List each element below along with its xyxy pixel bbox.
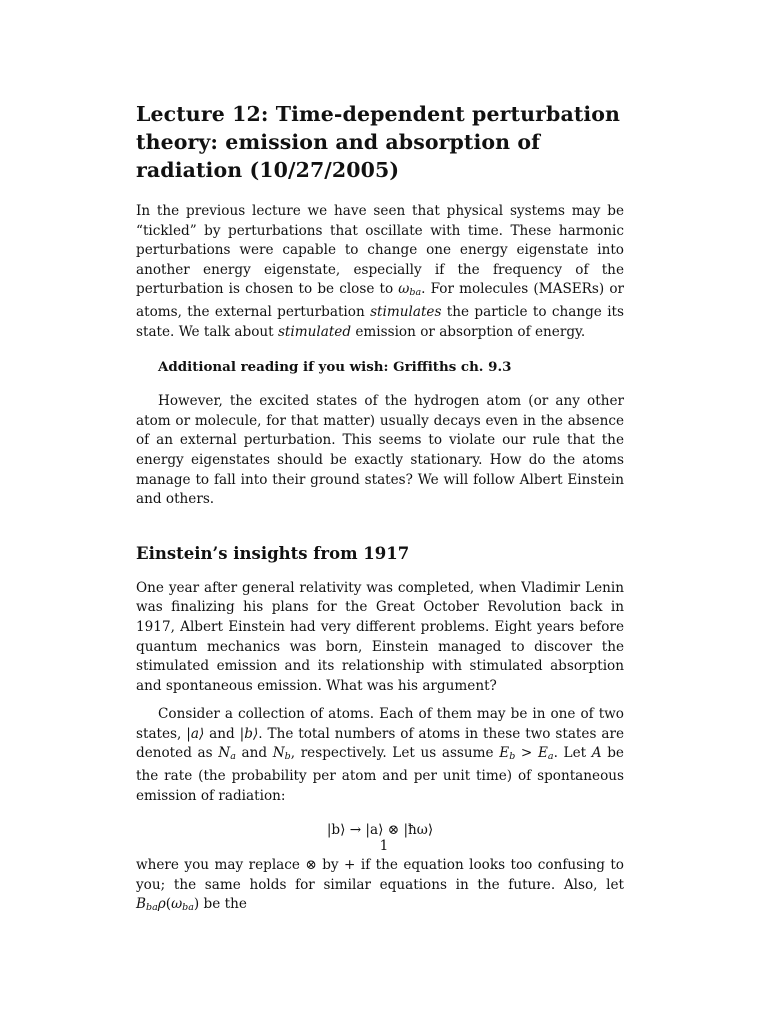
text-run: where you may replace ⊗ by + if the equation looks too confusing to you; the same holds for similar equations in the future. Also, let <box>136 857 624 893</box>
text-run: , respectively. Let us assume <box>290 745 500 762</box>
math-subscript: a <box>547 751 554 763</box>
math-subscript: ba <box>182 902 194 914</box>
text-run: . Let <box>553 745 592 762</box>
text-run: . For molecules (MASERs) or atoms, the external perturbation <box>136 281 625 320</box>
math-omega: ω <box>398 281 410 298</box>
math-subscript: ba <box>146 902 158 914</box>
text-run: emission or absorption of energy. <box>351 323 586 340</box>
math-N: N <box>218 745 231 762</box>
math-ket-a: |a⟩ <box>186 725 205 742</box>
math-subscript: b <box>284 751 291 763</box>
decay-paragraph: However, the excited states of the hydrogen atom (or any other atom or molecule, for that matter) usually decays even in the absence of an external perturbation. This seems to violate our rule that the energy eigenstates should be exactly stationary. How do the atoms manage to fall into their ground states? We will follow Albert Einstein and others. <box>136 393 624 508</box>
text-run: be the rate (the probability per atom and per unit time) of spontaneous emission of radiation: <box>136 745 624 804</box>
einstein-paragraph: One year after general relativity was completed, when Vladimir Lenin was finalizing his plans for the Great October Revolution back in 1917, Albert Einstein had very different problems. Eight years before quantum mechanics was born, Einstein managed to discover the stimulated emission and its relationship with stimulated absorption and spontaneous emission. What was his argument? <box>136 579 624 694</box>
math-omega: ω <box>171 896 183 913</box>
math-N: N <box>272 745 285 762</box>
closing-paragraph <box>136 856 624 918</box>
math-rho: ρ <box>157 896 166 913</box>
intro-paragraph <box>136 202 624 342</box>
atoms-paragraph <box>136 705 624 806</box>
text-run: In the previous lecture we have seen that physical systems may be “tickled” by perturbations that oscillate with time. These harmonic perturbations were capable to change one energy eigenstate into another energy eigenstate, especially if the frequency of the perturbation is chosen to be close to <box>136 203 624 298</box>
text-run: and <box>235 745 273 762</box>
math-paren: ) <box>193 896 200 913</box>
additional-reading-note: Additional reading if you wish: Griffiths ch. 9.3 <box>158 359 512 376</box>
emission-equation: |b⟩ → |a⟩ ⊗ |ħω⟩ <box>326 822 434 839</box>
page-number: 1 <box>379 838 389 854</box>
page-title: Lecture 12: Time-dependent perturbation theory: emission and absorption of radiation (10/27/2005) <box>136 102 621 182</box>
text-run: > <box>515 745 538 762</box>
math-subscript: a <box>230 751 236 763</box>
math-B: B <box>136 896 146 913</box>
math-ket-b: |b⟩ <box>239 725 259 742</box>
text-run: Consider a collection of atoms. Each of them may be in one of two states, <box>136 706 624 742</box>
math-A: A <box>591 745 602 762</box>
text-run: . The total numbers of atoms in these two states are denoted as <box>136 725 624 762</box>
section-heading: Einstein’s insights from 1917 <box>136 543 410 563</box>
math-subscript: ba <box>409 287 422 299</box>
math-E: E <box>499 745 510 762</box>
emphasis-stimulates: stimulates <box>370 303 442 320</box>
emphasis-stimulated: stimulated <box>277 323 352 340</box>
math-paren: ( <box>165 896 172 913</box>
document-page <box>136 100 624 918</box>
math-subscript: b <box>509 751 516 763</box>
math-E: E <box>537 745 548 762</box>
text-run: be the <box>199 896 247 913</box>
text-run: the particle to change its state. We talk about <box>136 303 624 340</box>
text-run: and <box>204 725 240 742</box>
